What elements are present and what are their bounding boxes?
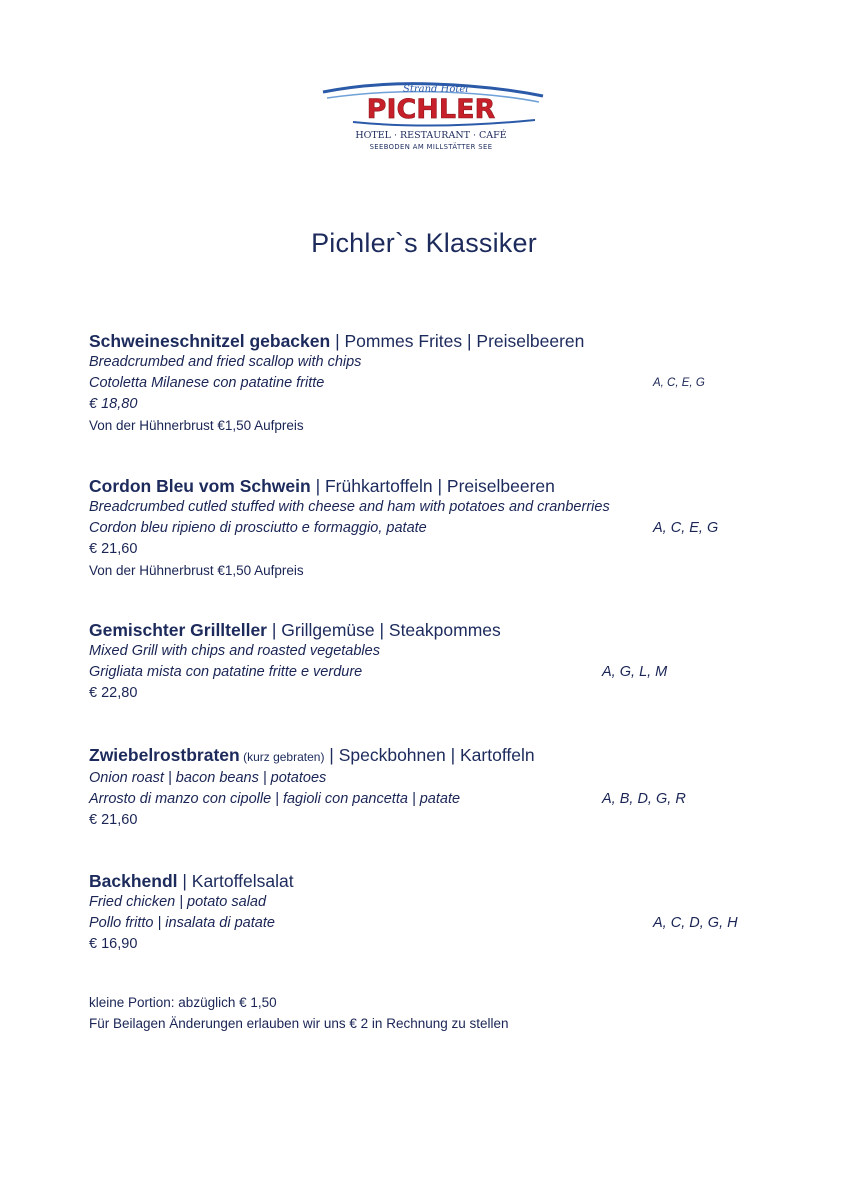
dish-name: Backhendl	[89, 871, 178, 891]
dish-item	[89, 330, 769, 436]
dish-sides: | Kartoffelsalat	[177, 871, 294, 891]
dish-allergens: A, C, E, G	[653, 520, 719, 536]
dish-sides: | Speckbohnen | Kartoffeln	[324, 745, 535, 765]
dish-price: € 18,80	[89, 396, 138, 412]
dish-allergens: A, B, D, G, R	[602, 791, 686, 807]
dish-item	[89, 475, 769, 581]
dish-item	[89, 870, 769, 955]
logo-tagline: HOTEL · RESTAURANT · CAFÉ	[355, 130, 507, 141]
dish-english: Onion roast | bacon beans | potatoes	[89, 770, 327, 786]
logo-location: SEEBODEN AM MILLSTÄTTER SEE	[369, 143, 493, 151]
dish-price: € 21,60	[89, 812, 138, 828]
dish-heading	[89, 744, 769, 768]
logo-graphic	[313, 70, 549, 165]
dish-allergens: A, G, L, M	[602, 664, 668, 680]
dish-english: Breadcrumbed and fried scallop with chips	[89, 354, 362, 370]
dish-note: Von der Hühnerbrust €1,50 Aufpreis	[89, 563, 304, 578]
dish-heading	[89, 475, 769, 497]
dish-heading	[89, 870, 769, 892]
dish-italian: Cotoletta Milanese con patatine fritte	[89, 375, 325, 391]
dish-name: Cordon Bleu vom Schwein	[89, 476, 311, 496]
dish-heading	[89, 619, 769, 641]
dish-item	[89, 619, 769, 704]
dish-item	[89, 744, 769, 831]
dish-italian: Arrosto di manzo con cipolle | fagioli con pancetta | patate	[89, 791, 461, 807]
dish-english: Mixed Grill with chips and roasted vegetables	[89, 643, 380, 659]
dish-allergens: A, C, D, G, H	[653, 915, 738, 931]
dish-name: Zwiebelrostbraten	[89, 745, 240, 765]
dish-note: Von der Hühnerbrust €1,50 Aufpreis	[89, 418, 304, 433]
dish-italian: Pollo fritto | insalata di patate	[89, 915, 275, 931]
dish-price: € 22,80	[89, 685, 138, 701]
dish-name: Gemischter Grillteller	[89, 620, 267, 640]
dish-sides: | Frühkartoffeln | Preiselbeeren	[310, 476, 555, 496]
dish-italian: Cordon bleu ripieno di prosciutto e formaggio, patate	[89, 520, 427, 536]
dish-italian: Grigliata mista con patatine fritte e verdure	[89, 664, 363, 680]
dish-sides: | Grillgemüse | Steakpommes	[267, 620, 501, 640]
logo-brand: PICHLER	[366, 94, 496, 125]
dish-english: Fried chicken | potato salad	[89, 894, 267, 910]
logo-script: Strand Hotel	[403, 84, 469, 95]
footer-line: Für Beilagen Änderungen erlauben wir uns € 2 in Rechnung zu stellen	[89, 1016, 509, 1031]
dish-price: € 21,60	[89, 541, 138, 557]
menu-footer	[89, 992, 509, 1034]
dish-italian-row	[89, 518, 769, 539]
dish-italian-row	[89, 373, 769, 394]
dish-english: Breadcrumbed cutled stuffed with cheese and ham with potatoes and cranberries	[89, 499, 610, 515]
dish-heading	[89, 330, 769, 352]
dish-allergens: A, C, E, G	[653, 377, 705, 389]
dish-price: € 16,90	[89, 936, 138, 952]
dish-name-note: (kurz gebraten)	[239, 750, 325, 764]
dish-italian-row	[89, 789, 769, 810]
hotel-logo	[313, 70, 549, 165]
footer-line: kleine Portion: abzüglich € 1,50	[89, 995, 277, 1010]
page-title: Pichler`s Klassiker	[311, 228, 537, 258]
dish-name: Schweineschnitzel gebacken	[89, 331, 331, 351]
dish-sides: | Pommes Frites | Preiselbeeren	[330, 331, 585, 351]
dish-italian-row	[89, 662, 769, 683]
dish-italian-row	[89, 913, 769, 934]
